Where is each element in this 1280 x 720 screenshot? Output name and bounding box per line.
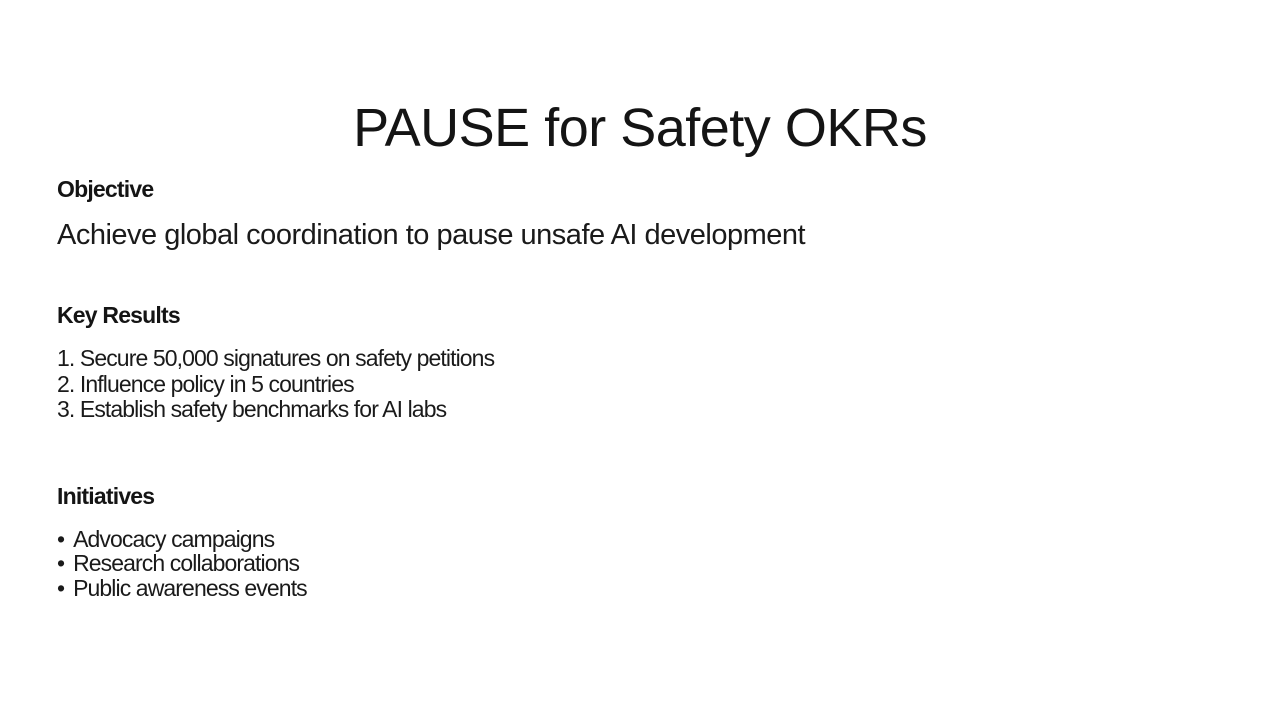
bullet-icon: •	[57, 550, 66, 577]
key-results-heading: Key Results	[57, 302, 180, 328]
bullet-icon: •	[57, 574, 66, 601]
initiative-item	[57, 551, 307, 575]
initiative-item-label: Research collaborations	[73, 550, 300, 577]
key-results-list	[57, 346, 494, 423]
bullet-icon: •	[57, 526, 66, 552]
key-result-item: 2. Influence policy in 5 countries	[57, 370, 354, 397]
key-result-item: 3. Establish safety benchmarks for AI labs	[57, 396, 447, 422]
key-result-item: 1. Secure 50,000 signatures on safety petitions	[57, 345, 495, 371]
initiatives-list	[57, 527, 307, 600]
slide-title: PAUSE for Safety OKRs	[353, 98, 927, 159]
objective-text: Achieve global coordination to pause unsafe AI development	[57, 219, 806, 251]
initiatives-heading: Initiatives	[57, 483, 155, 509]
initiative-item-label: Public awareness events	[73, 574, 307, 601]
initiative-item-label: Advocacy campaigns	[73, 526, 275, 552]
initiative-item	[57, 527, 307, 551]
objective-heading: Objective	[57, 176, 154, 202]
initiative-item	[57, 576, 307, 600]
